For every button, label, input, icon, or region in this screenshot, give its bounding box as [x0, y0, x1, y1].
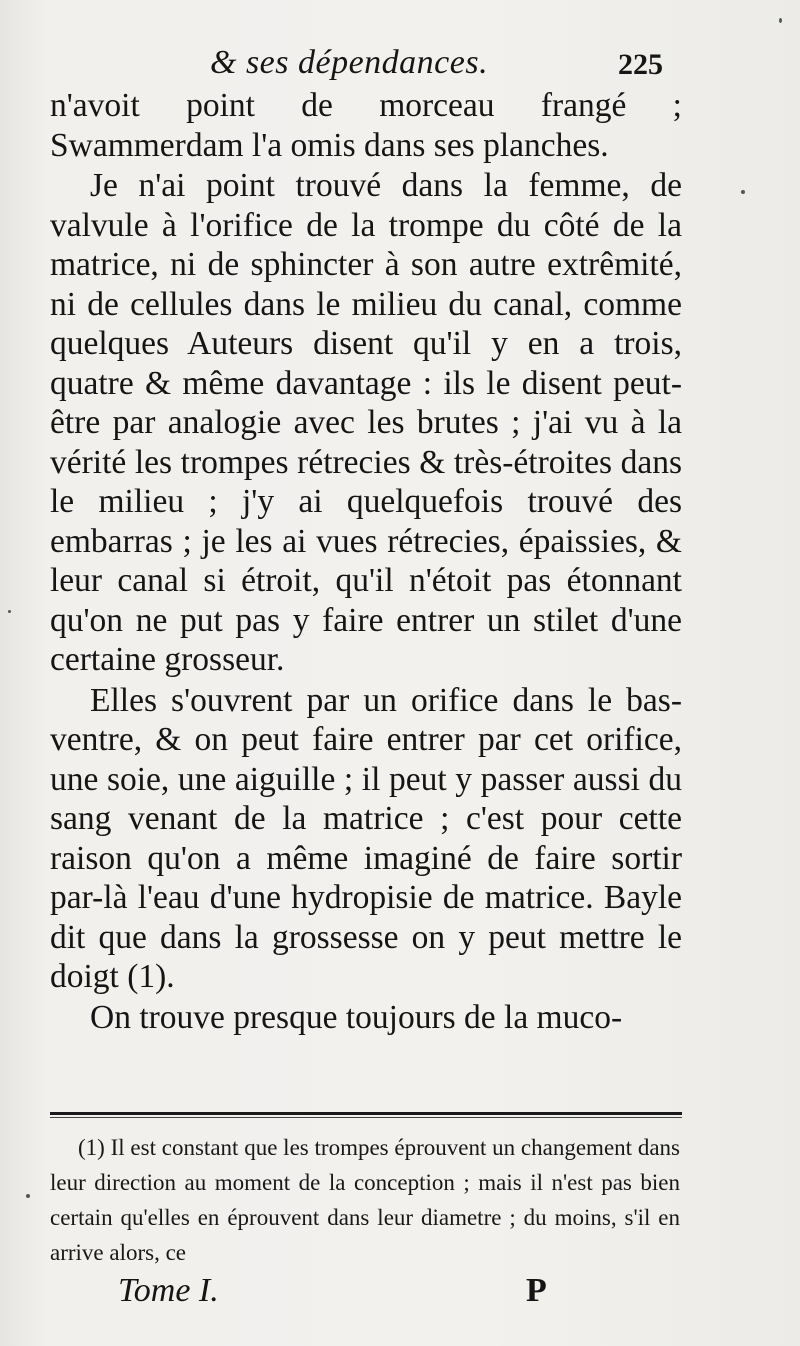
- footnote-text: (1) Il est constant que les trompes éprouvent un changement dans leur direction au moment de la conception ; mais il n'est pas bien certain qu'elles en éprouvent dans leur diametre ; du moins, s'il en arrive alors, ce: [50, 1135, 680, 1265]
- footnote-rule: [50, 1112, 682, 1115]
- paragraph: On trouve presque toujours de la muco-: [90, 998, 623, 1036]
- volume-label: Tome I.: [118, 1272, 219, 1309]
- running-head: & ses dépendances.: [210, 44, 489, 81]
- page-footer: [0, 1272, 800, 1322]
- ink-speck: [8, 610, 11, 613]
- main-text: [50, 86, 682, 1037]
- ink-speck: [779, 18, 782, 23]
- signature-mark: P: [526, 1272, 547, 1309]
- ink-speck: [741, 190, 745, 194]
- paragraph: Je n'ai point trouvé dans la femme, de valvule à l'orifice de la trompe du côté de la matrice, ni de sphincter à son autre extrêmité, ni de cellules dans le milieu du canal, comme quelques Auteurs disent qu'il y en a trois, quatre & même davantage : ils le disent peut-être par analogie avec les brutes ; j'ai vu à la vérité les trompes rétrecies & très-étroites dans le milieu ; j'y ai quelquefois trouvé des embarras ; je les ai vues rétrecies, épaissies, & leur canal si étroit, qu'il n'étoit pas étonnant qu'on ne put pas y faire entrer un stilet d'une certaine grosseur.: [50, 167, 682, 678]
- ink-speck: [26, 1194, 30, 1198]
- footnote-rule-thin: [50, 1117, 682, 1118]
- footnote: [50, 1130, 680, 1270]
- paragraph: Elles s'ouvrent par un orifice dans le bas-ventre, & on peut faire entrer par cet orifice, une soie, une aiguille ; il peut y passer aussi du sang venant de la matrice ; c'est pour cette raison qu'on a même imaginé de faire sortir par-là l'eau d'une hydropisie de matrice. Bayle dit que dans la grossesse on y peut mettre le doigt (1).: [50, 681, 682, 995]
- page-number: 225: [618, 48, 663, 81]
- paragraph-continuation: n'avoit point de morceau frangé ; Swammerdam l'a omis dans ses planches.: [50, 87, 682, 164]
